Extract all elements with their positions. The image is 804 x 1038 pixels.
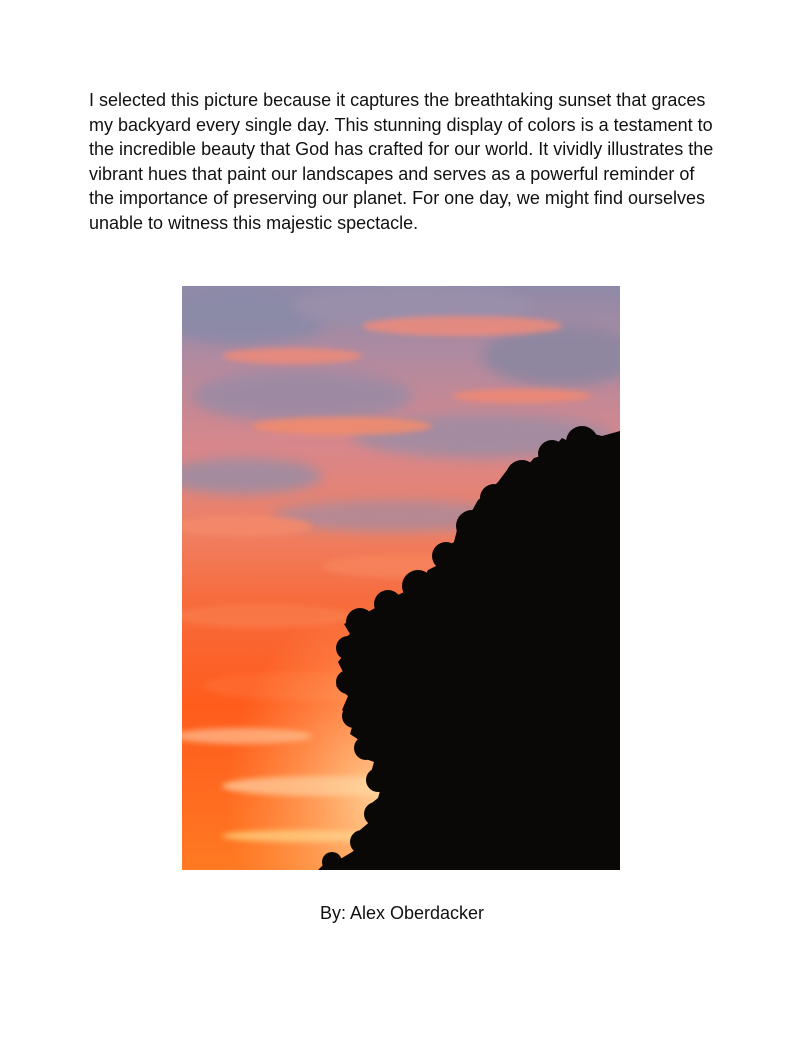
essay-paragraph: I selected this picture because it captures the breathtaking sunset that graces my backyard every single day. This stunning display of colors is a testament to the incredible beauty that God has crafted for our world. It vividly illustrates the vibrant hues that paint our landscapes and serves as a powerful reminder of the importance of preserving our planet. For one day, we might find ourselves unable to witness this majestic spectacle. [89,90,714,233]
sunset-photo [182,286,620,870]
author-byline: By: Alex Oberdacker [319,903,485,923]
